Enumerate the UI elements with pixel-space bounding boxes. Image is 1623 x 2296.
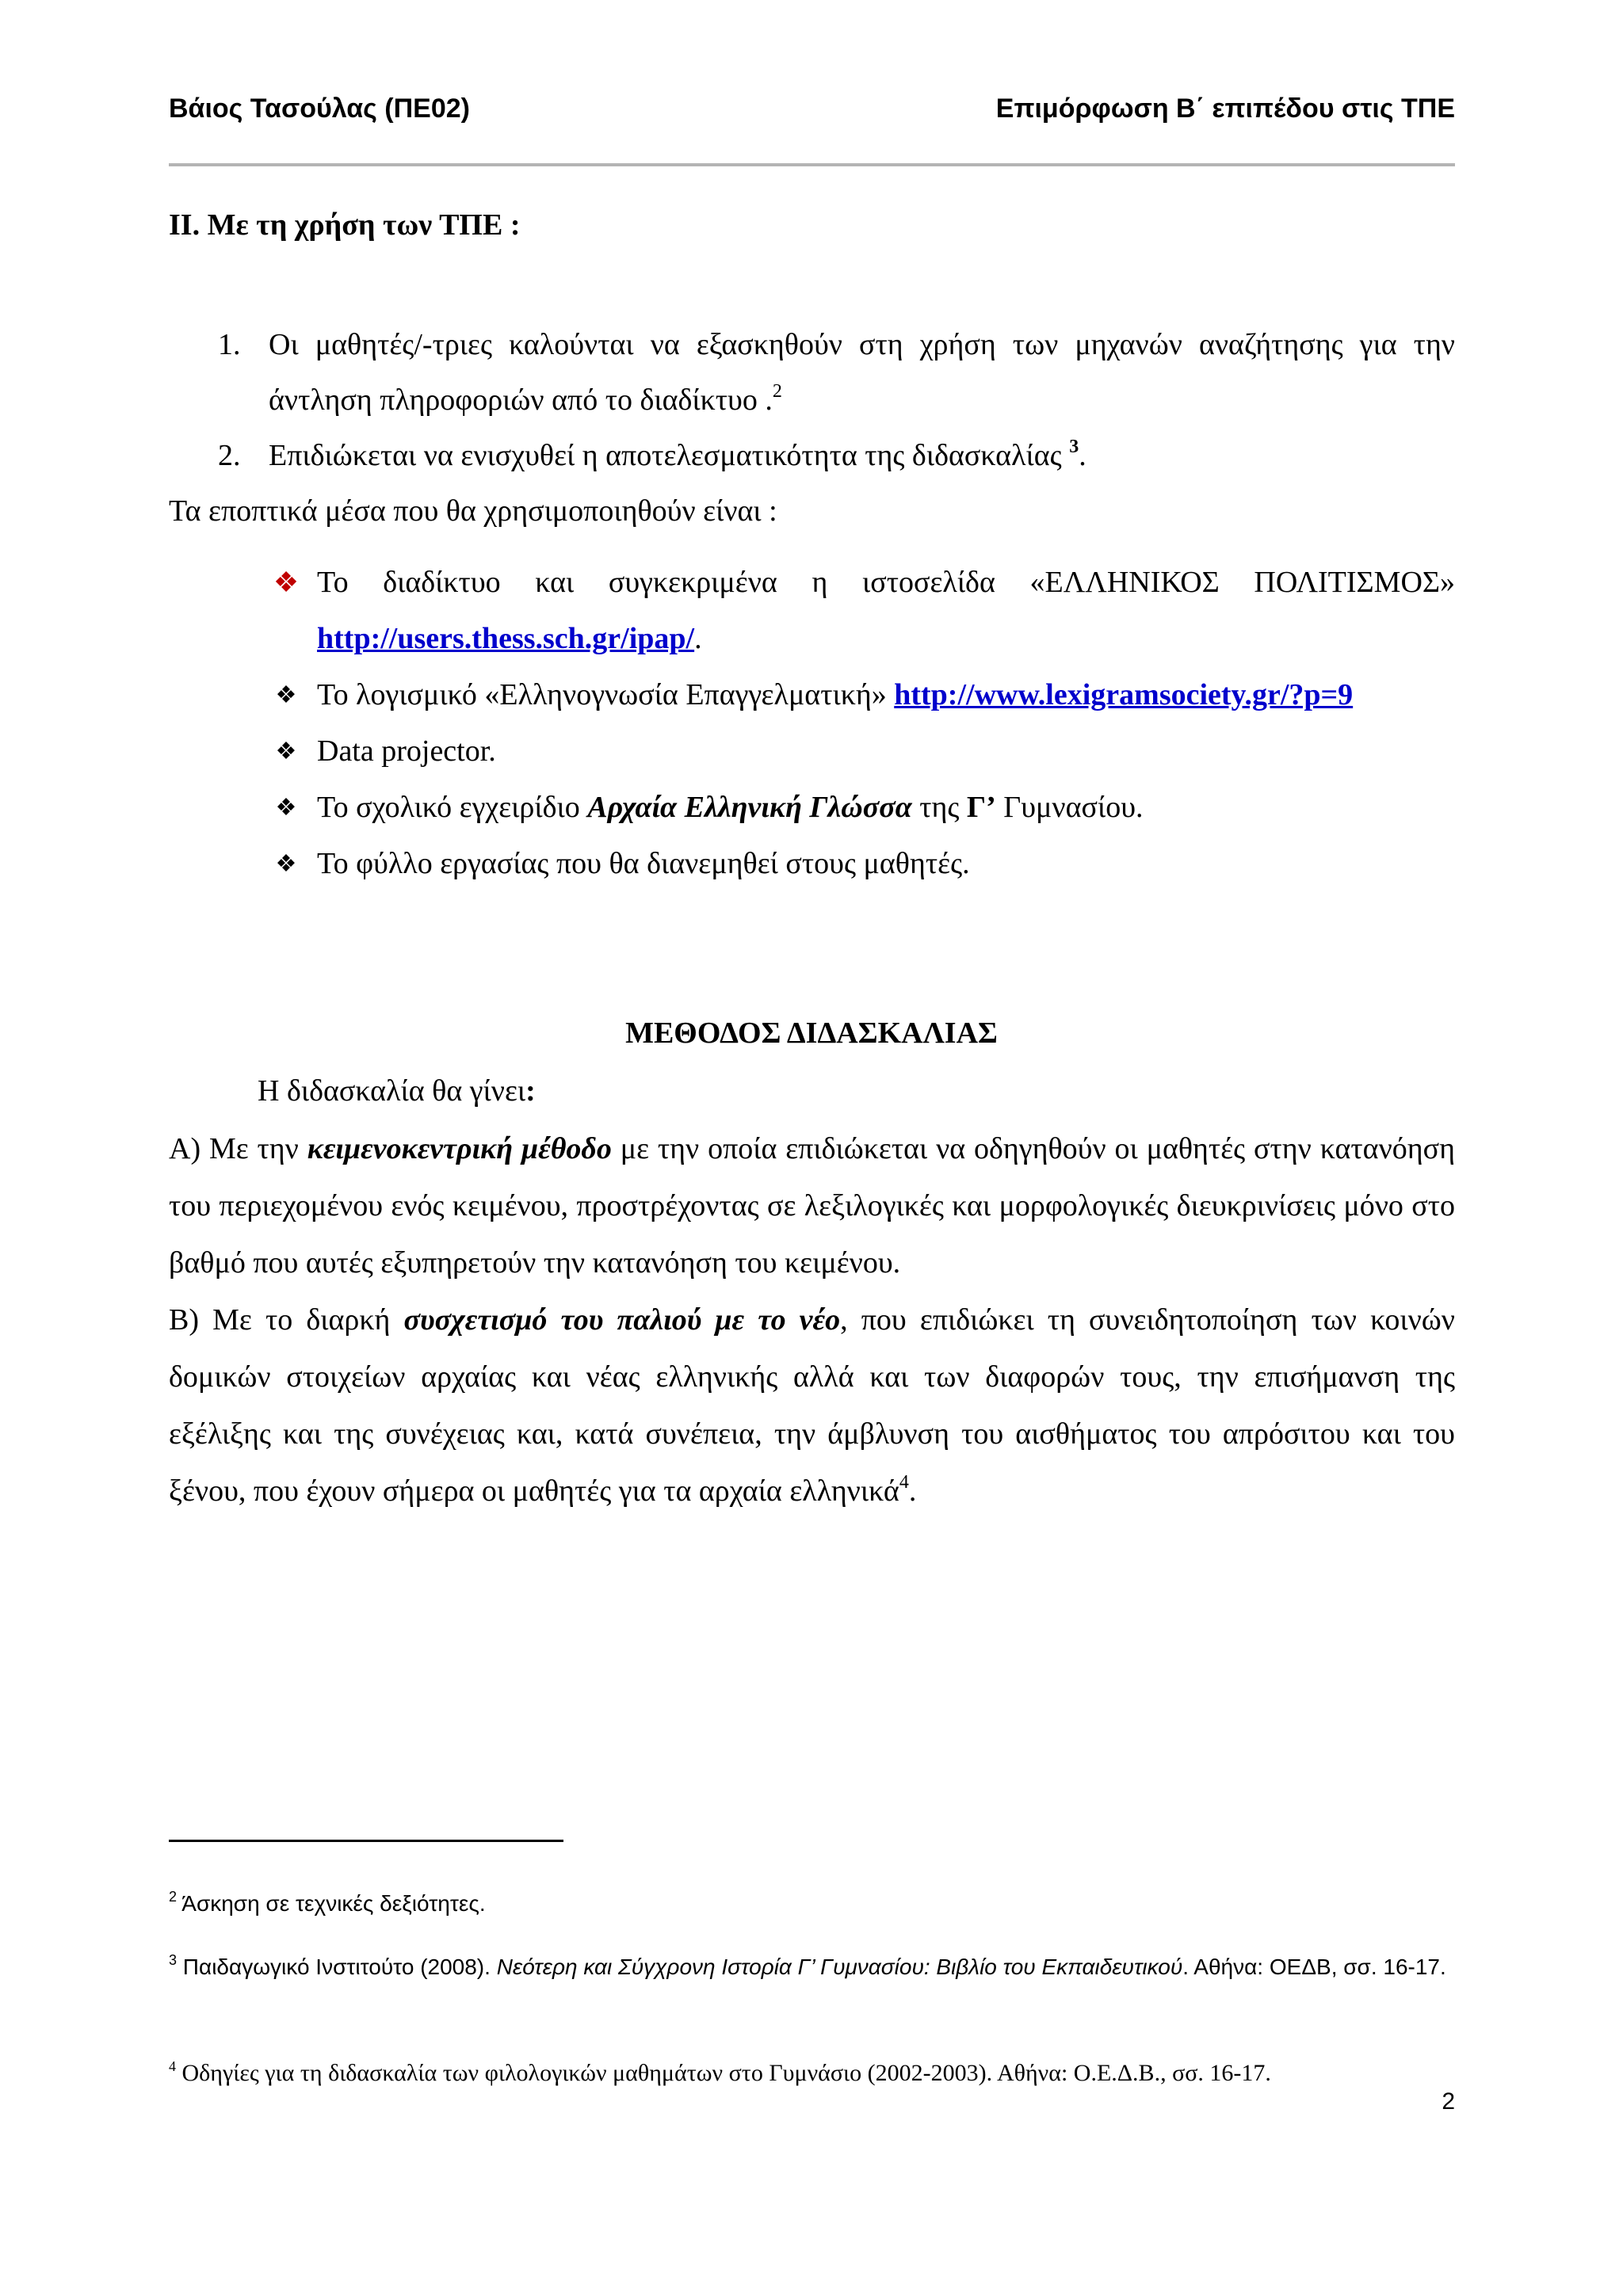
- ordered-list: [169, 317, 1455, 483]
- link-lexigram[interactable]: http://www.lexigramsociety.gr/?p=9: [894, 678, 1354, 711]
- method-paragraph-a: [169, 1120, 1455, 1291]
- method-a-pre: Α) Με την: [169, 1132, 307, 1165]
- footnote-ref-4[interactable]: 4: [899, 1472, 909, 1493]
- footnote-separator: [169, 1840, 563, 1842]
- ordered-item-1-line1: Οι μαθητές/-τριες καλούνται να εξασκηθούν στη χρήση των μηχανών αναζήτησης για την: [269, 328, 1455, 361]
- ordered-item-1-text: άντληση πληροφοριών από το διαδίκτυο .: [269, 383, 773, 417]
- footnote-ref-3[interactable]: 3: [1069, 437, 1079, 457]
- footnote-3: [169, 1949, 1455, 1985]
- diamond-bullet-icon: ❖: [273, 566, 300, 598]
- method-paragraph-b: [169, 1291, 1455, 1520]
- means-item-4-mid: της: [911, 791, 967, 824]
- textbook-title: Αρχαία Ελληνική Γλώσσα: [587, 791, 912, 824]
- link-ipap[interactable]: http://users.thess.sch.gr/ipap/: [317, 622, 695, 655]
- footnote-4: [169, 2055, 1455, 2092]
- footnote-2-text: Άσκηση σε τεχνικές δεξιότητες.: [177, 1891, 486, 1916]
- means-item-2: [169, 667, 1455, 723]
- section-title: ΙΙ. Με τη χρήση των ΤΠΕ :: [169, 208, 521, 242]
- means-item-4: [169, 780, 1455, 836]
- means-item-1-end: .: [694, 622, 702, 655]
- method-b-post: , που επιδιώκει τη συνειδητοποίηση των κοινών δομικών στοιχείων αρχαίας και νέας ελληνικής αλλά και των διαφορών τους, την επισήμανση της εξέλιξης και της συνέχειας και, κατά συνέπεια, την άμβλυνση του αισθήματος του απρόσιτου και του ξένου, που έχουν σήμερα οι μαθητές για τα αρχαία ελληνικά: [169, 1303, 1455, 1508]
- diamond-bullet-icon: ❖: [275, 851, 297, 877]
- means-item-3-text: Data projector.: [317, 734, 496, 768]
- footnote-3-pre: Παιδαγωγικό Ινστιτούτο (2008).: [177, 1955, 497, 1979]
- footnote-3-title: Νεότερη και Σύγχρονη Ιστορία Γ’ Γυμνασίου: Βιβλίο του Εκπαιδευτικού: [496, 1955, 1183, 1979]
- diamond-bullet-icon: ❖: [275, 682, 297, 708]
- method-intro-text: Η διδασκαλία θα γίνει: [258, 1074, 526, 1108]
- footnote-3-post: . Αθήνα: ΟΕΔΒ, σσ. 16-17.: [1182, 1955, 1446, 1979]
- diamond-bullet-icon: ❖: [275, 738, 297, 765]
- ordered-number: 2.: [218, 439, 241, 472]
- page-number: 2: [1442, 2088, 1455, 2115]
- diamond-bullet-icon: ❖: [275, 795, 297, 821]
- footnote-4-text: Οδηγίες για τη διδασκαλία των φιλολογικών μαθημάτων στο Γυμνάσιο (2002-2003). Αθήνα: Ο.Ε.Δ.Β., σσ. 16-17.: [176, 2060, 1271, 2086]
- header-rule: [169, 163, 1455, 166]
- ordered-item-2: [169, 428, 1455, 483]
- means-item-1-line1: [317, 555, 1455, 611]
- means-intro: [169, 483, 777, 539]
- method-title: ΜΕΘΟΔΟΣ ΔΙΔΑΣΚΑΛΙΑΣ: [625, 1016, 998, 1050]
- method-b-pre: Β) Με το διαρκή: [169, 1303, 404, 1337]
- header-author: Βάιος Τασούλας (ΠΕ02): [169, 93, 470, 124]
- method-a-post: με την οποία επιδιώκεται να οδηγηθούν οι μαθητές στην κατανόηση του περιεχομένου ενός κειμένου, προστρέχοντας σε λεξιλογικές και μορφολογικές διευκρινίσεις μόνο στο βαθμό που αυτές εξυπηρετούν την κατανόηση του κειμένου.: [169, 1132, 1456, 1280]
- means-item-1: [169, 555, 1455, 667]
- method-intro-colon: :: [525, 1074, 536, 1108]
- means-item-5-text: Το φύλλο εργασίας που θα διανεμηθεί στους μαθητές.: [317, 847, 970, 880]
- means-item-4-pre: Το σχολικό εγχειρίδιο: [317, 791, 588, 824]
- ordered-number: 1.: [218, 328, 241, 361]
- footnote-ref-2[interactable]: 2: [772, 381, 782, 402]
- means-item-4-post: Γυμνασίου.: [995, 791, 1144, 824]
- footnote-number: 4: [169, 2058, 176, 2074]
- footnote-number: 2: [169, 1889, 178, 1905]
- means-item-5: [169, 836, 1455, 892]
- means-intro-text: Τα εποπτικά μέσα που θα χρησιμοποιηθούν είναι :: [169, 494, 777, 528]
- means-item-1-line2: [317, 611, 1455, 667]
- ordered-item-2-end: .: [1079, 439, 1086, 472]
- method-b-end: .: [908, 1474, 917, 1508]
- method-a-emphasis: κειμενοκεντρική μέθοδο: [307, 1132, 612, 1165]
- means-item-2-text: Το λογισμικό «Ελληνογνωσία Επαγγελματική»: [317, 678, 895, 711]
- ordered-item-1: [169, 317, 1455, 428]
- means-list: [169, 555, 1455, 892]
- ordered-item-2-text: Επιδιώκεται να ενισχυθεί η αποτελεσματικότητα της διδασκαλίας: [269, 439, 1070, 472]
- ordered-item-1-line2: [269, 372, 1455, 428]
- footnote-2: [169, 1886, 1455, 1922]
- means-item-3: [169, 723, 1455, 780]
- header-course: Επιμόρφωση Β΄ επιπέδου στις ΤΠΕ: [995, 93, 1455, 124]
- footnote-number: 3: [169, 1952, 178, 1968]
- method-b-emphasis: συσχετισμό του παλιού με το νέο: [403, 1303, 841, 1337]
- means-item-1-text: Το διαδίκτυο και συγκεκριμένα η ιστοσελίδα «ΕΛΛΗΝΙΚΟΣ ΠΟΛΙΤΙΣΜΟΣ»: [317, 566, 1455, 599]
- grade-label: Γ’: [966, 791, 996, 824]
- method-intro: [258, 1063, 536, 1119]
